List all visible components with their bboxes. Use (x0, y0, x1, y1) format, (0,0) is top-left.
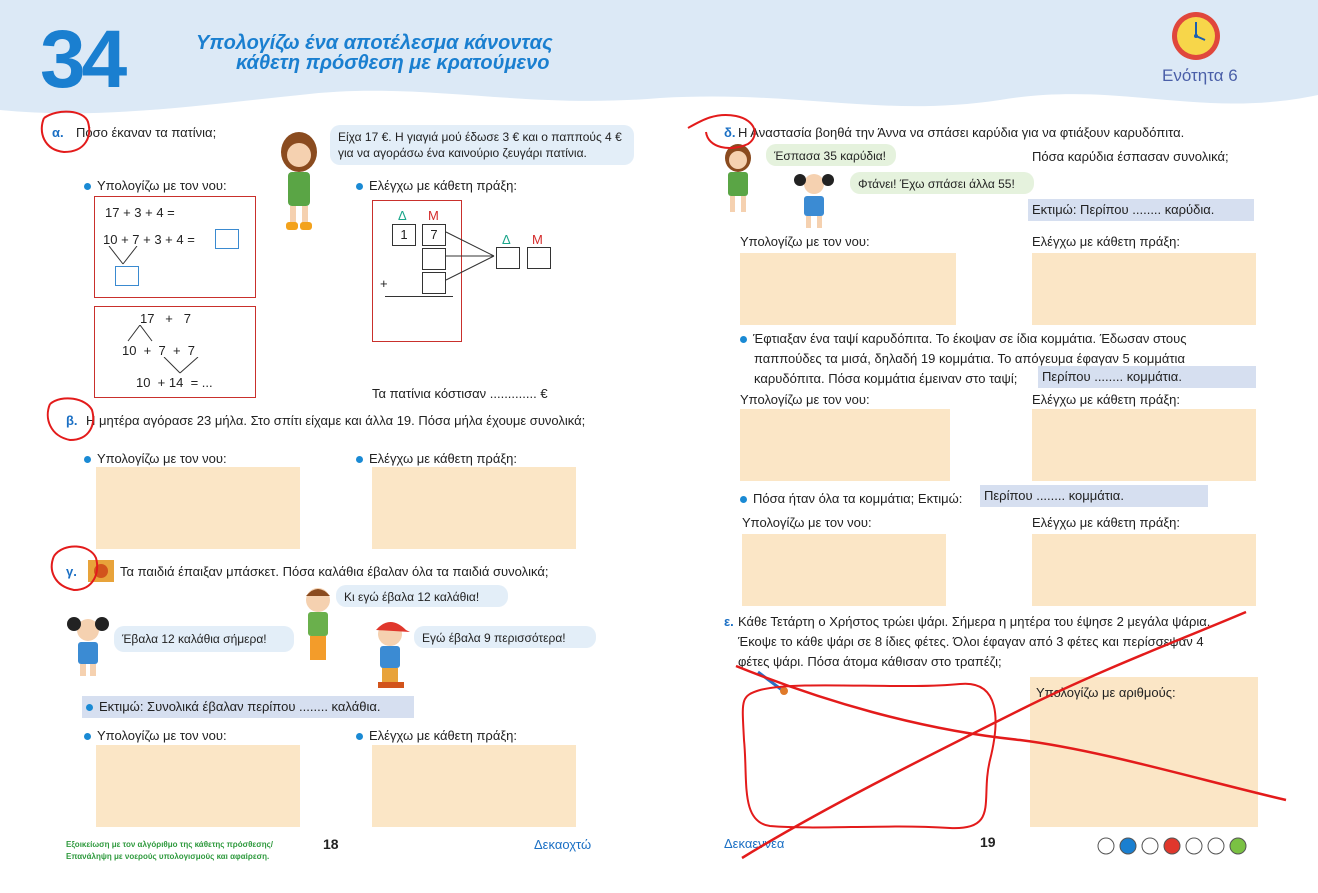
tree-top: 17 + 7 (140, 311, 191, 326)
vertical-calc-label-d3: Ελέγχω με κάθετη πράξη: (1032, 515, 1181, 530)
calc-line2: 10 + 7 + 3 + 4 = (103, 232, 195, 247)
exercise-d-question: Η Αναστασία βοηθά την Άννα να σπάσει καρύδια για να φτιάξουν καρυδόπιτα. (738, 125, 1185, 140)
exercise-b-label: β. (66, 413, 78, 428)
exercise-e-line2: Έκοψε το κάθε ψάρι σε 8 ίδιες φέτες. Όλοι έφαγαν από 3 φέτες και περίσσεψαν 4 (738, 634, 1204, 649)
exercise-c-label: γ. (66, 564, 77, 579)
page-number-right: 19 (980, 834, 996, 850)
calc-with-numbers-label: Υπολογίζω με αριθμούς: (1036, 685, 1176, 700)
skates-answer: Τα πατίνια κόστισαν ............. € (372, 386, 548, 401)
exercise-e-line3: φέτες ψάρι. Πόσα άτομα κάθισαν στο τραπέζι; (738, 654, 1002, 669)
speech-bubble-girl: Έβαλα 12 καλάθια σήμερα! (114, 626, 294, 652)
vertical-calc-label-c: Ελέγχω με κάθετη πράξη: (356, 728, 517, 744)
calc-line1: 17 + 3 + 4 = (105, 205, 175, 220)
vertical-calc-label-d: Ελέγχω με κάθετη πράξη: (1032, 234, 1181, 249)
paragraph-line2: παππούδες τα μισά, δηλαδή 19 κομμάτια. Το απόγευμα έφαγαν 5 κομμάτια (754, 351, 1185, 366)
exercise-a-question: Πόσο έκαναν τα πατίνια; (76, 125, 217, 140)
speech-bubble-line1: Είχα 17 €. Η γιαγιά μού έδωσε 3 € και ο παππούς 4 € (338, 130, 622, 144)
footer-note-line1: Εξοικείωση με τον αλγόριθμο της κάθετης πρόσθεσης/ (66, 840, 273, 849)
paragraph-line1: Έφτιαξαν ένα ταψί καρυδόπιτα. Το έκοψαν σε ίδια κομμάτια. Έδωσαν στους (740, 331, 1187, 347)
unit-label: Ενότητα 6 (1162, 66, 1238, 85)
speech-bubble-line2: για να αγοράσω ένα καινούριο ζευγάρι πατίνια. (338, 146, 587, 160)
tree-bottom: 10 + 14 = ... (136, 375, 213, 390)
exercise-d-label: δ. (724, 125, 736, 140)
page-number-left: 18 (323, 836, 339, 852)
digit-7: 7 (430, 227, 438, 242)
estimate-walnuts: Εκτιμώ: Περίπου ........ καρύδια. (1028, 199, 1254, 221)
page-title-line1: Υπολογίζω ένα αποτέλεσμα κάνοντας (196, 32, 553, 54)
digit-1: 1 (400, 227, 408, 242)
speech-bubble-d2: Φτάνει! Έχω σπάσει άλλα 55! (850, 172, 1034, 194)
tens-header: Δ (398, 208, 407, 223)
page-title-line2: κάθετη πρόσθεση με κρατούμενο (236, 52, 550, 74)
circle-annotation-d (688, 115, 755, 148)
circle-annotation-a (42, 112, 89, 152)
exercise-d-q2: Πόσα καρύδια έσπασαν συνολικά; (1032, 149, 1229, 164)
vertical-calc-label-a: Ελέγχω με κάθετη πράξη: (356, 178, 517, 194)
tens-header-carry: Δ (502, 232, 511, 247)
mental-calc-label-d3: Υπολογίζω με τον νου: (742, 515, 872, 530)
mental-calc-label-b: Υπολογίζω με τον νου: (84, 451, 227, 467)
circle-annotation-c (52, 546, 97, 590)
vertical-calc-label-b: Ελέγχω με κάθετη πράξη: (356, 451, 517, 467)
mental-calc-label-c: Υπολογίζω με τον νου: (84, 728, 227, 744)
mental-calc-label-a: Υπολογίζω με τον νου: (84, 178, 227, 194)
exercise-e-label: ε. (724, 614, 734, 629)
paragraph-line3: καρυδόπιτα. Πόσα κομμάτια έμειναν στο ταψί; (754, 371, 1018, 386)
circle-annotation-b (48, 398, 93, 440)
units-header: Μ (428, 208, 439, 223)
mental-calc-label-d2: Υπολογίζω με τον νου: (740, 392, 870, 407)
page-word-left: Δεκαοχτώ (534, 837, 592, 852)
tree-mid: 10 + 7 + 7 (122, 343, 195, 358)
lesson-number: 34 (40, 14, 124, 105)
exercise-d-q3: Πόσα ήταν όλα τα κομμάτια; Εκτιμώ: (740, 491, 962, 507)
scribble-loop (743, 684, 996, 828)
footer-note-line2: Επανάληψη με νοερούς υπολογισμούς και αφαίρεση. (66, 852, 270, 861)
exercise-a-label: α. (52, 125, 64, 140)
plus-sign: + (380, 276, 388, 291)
vertical-calc-label-d2: Ελέγχω με κάθετη πράξη: (1032, 392, 1181, 407)
exercise-c-question: Τα παιδιά έπαιξαν μπάσκετ. Πόσα καλάθια έβαλαν όλα τα παιδιά συνολικά; (120, 564, 549, 579)
exercise-b-question: Η μητέρα αγόρασε 23 μήλα. Στο σπίτι είχαμε και άλλα 19. Πόσα μήλα έχουμε συνολικά; (86, 413, 586, 428)
units-header-carry: Μ (532, 232, 543, 247)
speech-bubble-boy2: Εγώ έβαλα 9 περισσότερα! (414, 626, 596, 648)
estimate-pieces-left: Περίπου ........ κομμάτια. (1038, 366, 1256, 388)
speech-bubble-boy1: Κι εγώ έβαλα 12 καλάθια! (336, 585, 508, 607)
page-word-right: Δεκαεννέα (724, 836, 785, 851)
estimate-pieces-total: Περίπου ........ κομμάτια. (980, 485, 1208, 507)
speech-bubble-d1: Έσπασα 35 καρύδια! (766, 144, 896, 166)
estimate-baskets: Εκτιμώ: Συνολικά έβαλαν περίπου ........ καλάθια. (82, 696, 414, 718)
mental-calc-label-d: Υπολογίζω με τον νου: (740, 234, 870, 249)
exercise-e-line1: Κάθε Τετάρτη ο Χρήστος τρώει ψάρι. Σήμερα η μητέρα του έψησε 2 μεγάλα ψάρια. (738, 614, 1211, 629)
